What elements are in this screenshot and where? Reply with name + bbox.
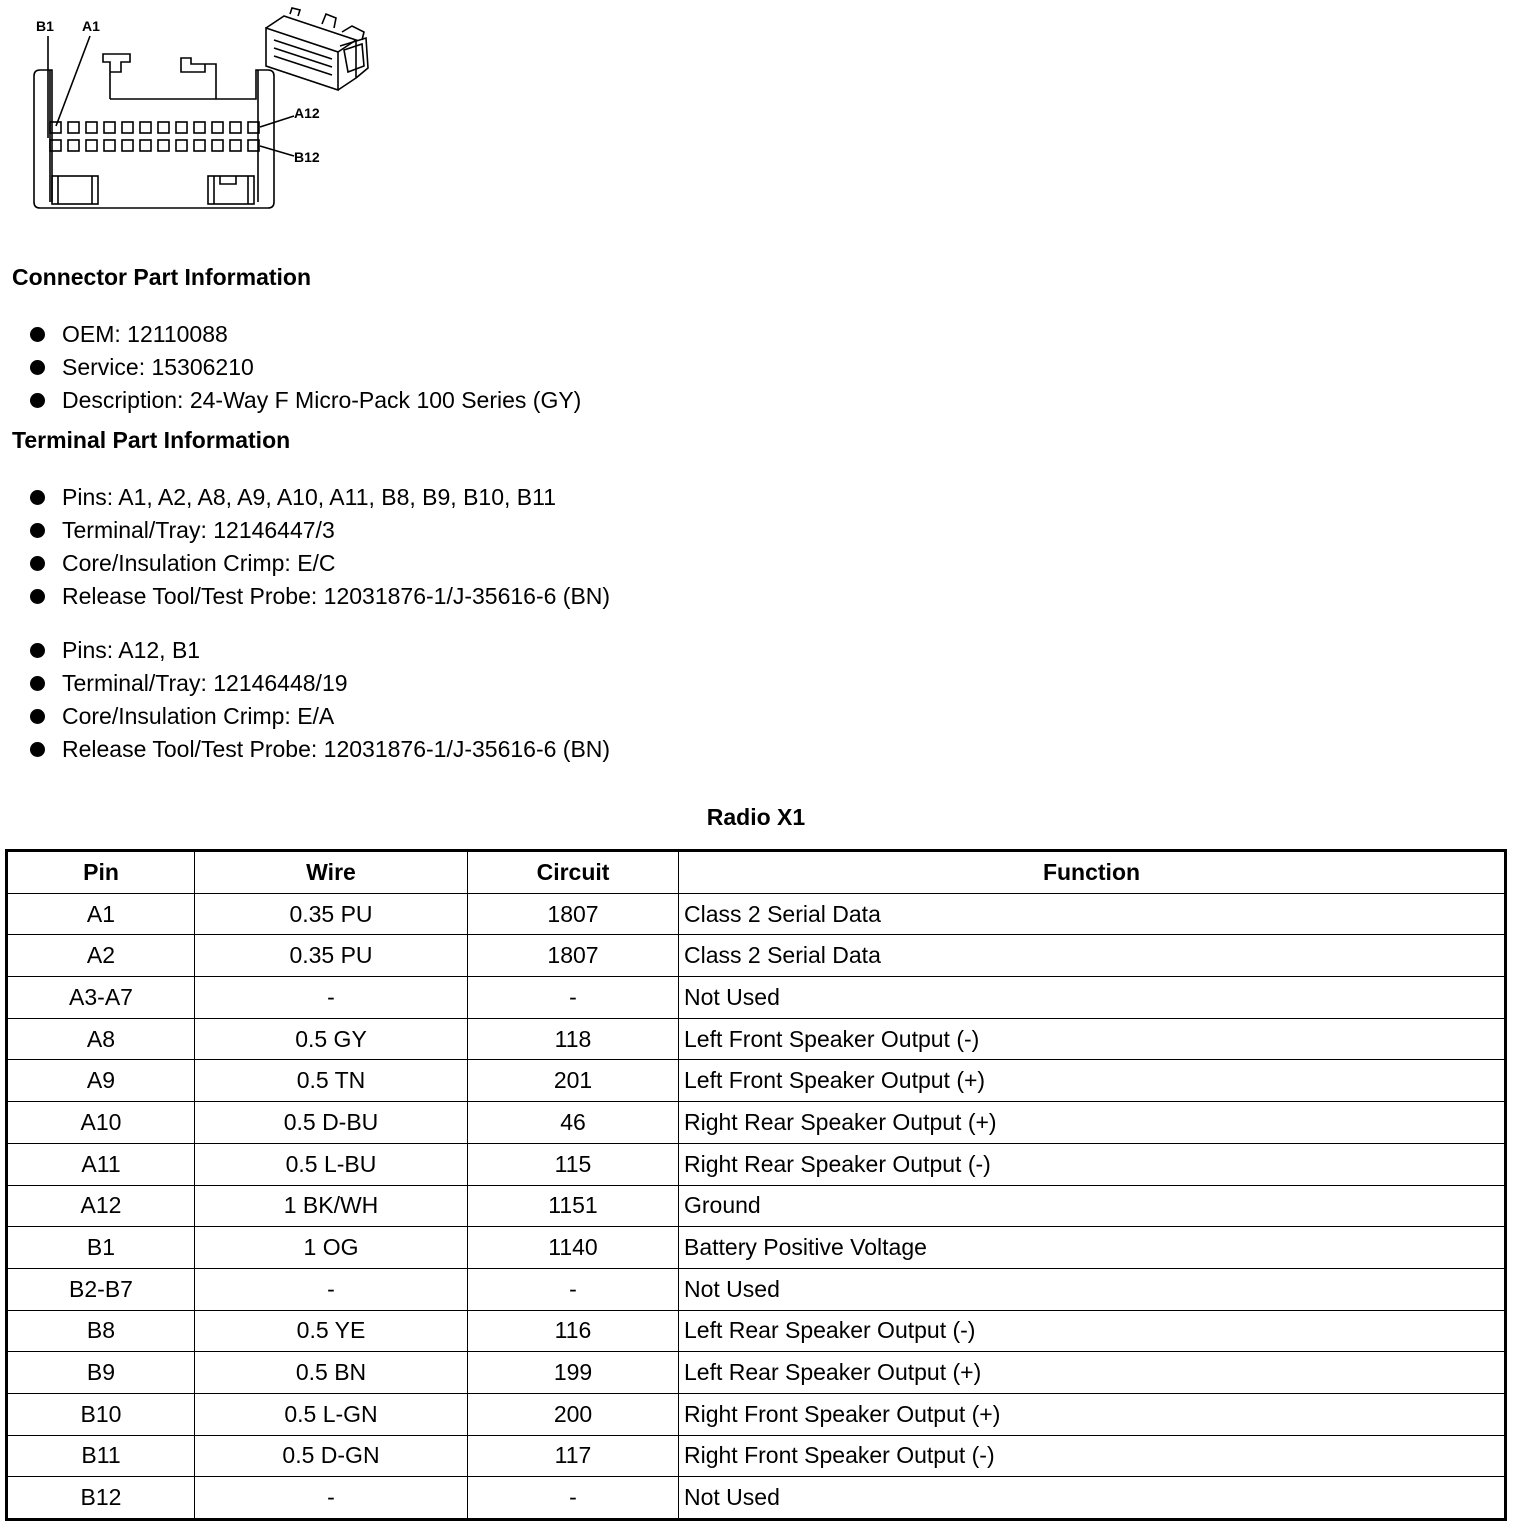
cell-function: Battery Positive Voltage xyxy=(679,1227,1506,1269)
terminal-info-title: Terminal Part Information xyxy=(12,427,291,453)
cell-function: Right Rear Speaker Output (-) xyxy=(679,1143,1506,1185)
cell-wire: 0.35 PU xyxy=(195,893,468,935)
cell-circuit: - xyxy=(468,1268,679,1310)
list-item: Service: 15306210 xyxy=(28,351,581,384)
cell-function: Left Rear Speaker Output (-) xyxy=(679,1310,1506,1352)
cell-wire: 0.5 GY xyxy=(195,1018,468,1060)
table-row xyxy=(7,893,1506,935)
pin-table xyxy=(5,849,1507,1521)
cell-function: Class 2 Serial Data xyxy=(679,935,1506,977)
callout-b12: B12 xyxy=(294,149,320,165)
callout-a1: A1 xyxy=(82,18,100,34)
table-row xyxy=(7,935,1506,977)
cell-function: Not Used xyxy=(679,1477,1506,1520)
table-row xyxy=(7,977,1506,1019)
cell-function: Right Front Speaker Output (-) xyxy=(679,1435,1506,1477)
cell-pin: B11 xyxy=(7,1435,195,1477)
cell-wire: - xyxy=(195,1268,468,1310)
table-row xyxy=(7,1143,1506,1185)
cell-circuit: 117 xyxy=(468,1435,679,1477)
header-function: Function xyxy=(679,851,1506,894)
cell-wire: 0.35 PU xyxy=(195,935,468,977)
table-row xyxy=(7,1310,1506,1352)
cell-wire: 0.5 TN xyxy=(195,1060,468,1102)
cell-wire: 0.5 YE xyxy=(195,1310,468,1352)
table-row xyxy=(7,1393,1506,1435)
cell-circuit: 200 xyxy=(468,1393,679,1435)
cell-pin: B9 xyxy=(7,1352,195,1394)
table-row xyxy=(7,1102,1506,1144)
table-row xyxy=(7,1185,1506,1227)
list-item: Terminal/Tray: 12146448/19 xyxy=(28,667,610,700)
list-item: Core/Insulation Crimp: E/C xyxy=(28,547,610,580)
cell-wire: 1 OG xyxy=(195,1227,468,1269)
cell-circuit: - xyxy=(468,1477,679,1520)
pin-row-a xyxy=(50,122,259,133)
connector-diagram xyxy=(22,6,382,218)
cell-pin: A3-A7 xyxy=(7,977,195,1019)
connector-info-title: Connector Part Information xyxy=(12,264,312,290)
table-row xyxy=(7,1435,1506,1477)
cell-pin: A1 xyxy=(7,893,195,935)
cell-circuit: 1807 xyxy=(468,893,679,935)
cell-pin: B1 xyxy=(7,1227,195,1269)
table-row xyxy=(7,1477,1506,1520)
list-item: Terminal/Tray: 12146447/3 xyxy=(28,514,610,547)
connector-info-list xyxy=(28,318,581,417)
header-circuit: Circuit xyxy=(468,851,679,894)
table-row xyxy=(7,1352,1506,1394)
callout-a12: A12 xyxy=(294,105,320,121)
cell-wire: 0.5 D-GN xyxy=(195,1435,468,1477)
header-wire: Wire xyxy=(195,851,468,894)
cell-circuit: 118 xyxy=(468,1018,679,1060)
terminal-info-group-2 xyxy=(28,634,610,766)
cell-wire: 0.5 D-BU xyxy=(195,1102,468,1144)
cell-wire: 1 BK/WH xyxy=(195,1185,468,1227)
list-item: Description: 24-Way F Micro-Pack 100 Series (GY) xyxy=(28,384,581,417)
list-item: Pins: A12, B1 xyxy=(28,634,610,667)
cell-function: Not Used xyxy=(679,977,1506,1019)
cell-wire: 0.5 BN xyxy=(195,1352,468,1394)
list-item: Core/Insulation Crimp: E/A xyxy=(28,700,610,733)
cell-wire: 0.5 L-BU xyxy=(195,1143,468,1185)
list-item: OEM: 12110088 xyxy=(28,318,581,351)
cell-wire: 0.5 L-GN xyxy=(195,1393,468,1435)
cell-pin: B10 xyxy=(7,1393,195,1435)
list-item: Release Tool/Test Probe: 12031876-1/J-35616-6 (BN) xyxy=(28,580,610,613)
cell-function: Class 2 Serial Data xyxy=(679,893,1506,935)
list-item: Release Tool/Test Probe: 12031876-1/J-35616-6 (BN) xyxy=(28,733,610,766)
cell-pin: B2-B7 xyxy=(7,1268,195,1310)
cell-wire: - xyxy=(195,1477,468,1520)
cell-pin: A11 xyxy=(7,1143,195,1185)
callout-b1: B1 xyxy=(36,18,54,34)
table-title: Radio X1 xyxy=(706,804,806,830)
table-header-row xyxy=(7,851,1506,894)
cell-circuit: 1140 xyxy=(468,1227,679,1269)
cell-circuit: 46 xyxy=(468,1102,679,1144)
table-row xyxy=(7,1018,1506,1060)
connector-isometric-icon xyxy=(266,8,368,90)
cell-circuit: 201 xyxy=(468,1060,679,1102)
terminal-info-group-1 xyxy=(28,481,610,613)
cell-function: Left Rear Speaker Output (+) xyxy=(679,1352,1506,1394)
cell-wire: - xyxy=(195,977,468,1019)
cell-circuit: - xyxy=(468,977,679,1019)
cell-circuit: 116 xyxy=(468,1310,679,1352)
cell-function: Left Front Speaker Output (+) xyxy=(679,1060,1506,1102)
cell-circuit: 199 xyxy=(468,1352,679,1394)
cell-pin: A10 xyxy=(7,1102,195,1144)
cell-pin: A8 xyxy=(7,1018,195,1060)
list-item: Pins: A1, A2, A8, A9, A10, A11, B8, B9, B10, B11 xyxy=(28,481,610,514)
table-row xyxy=(7,1227,1506,1269)
cell-function: Ground xyxy=(679,1185,1506,1227)
cell-function: Not Used xyxy=(679,1268,1506,1310)
cell-circuit: 1151 xyxy=(468,1185,679,1227)
cell-pin: B12 xyxy=(7,1477,195,1520)
cell-circuit: 115 xyxy=(468,1143,679,1185)
table-row xyxy=(7,1268,1506,1310)
cell-circuit: 1807 xyxy=(468,935,679,977)
cell-pin: B8 xyxy=(7,1310,195,1352)
cell-pin: A9 xyxy=(7,1060,195,1102)
cell-pin: A12 xyxy=(7,1185,195,1227)
cell-function: Right Rear Speaker Output (+) xyxy=(679,1102,1506,1144)
connector-housing xyxy=(34,54,274,208)
cell-function: Left Front Speaker Output (-) xyxy=(679,1018,1506,1060)
header-pin: Pin xyxy=(7,851,195,894)
table-row xyxy=(7,1060,1506,1102)
pin-row-b xyxy=(50,140,259,151)
cell-pin: A2 xyxy=(7,935,195,977)
cell-function: Right Front Speaker Output (+) xyxy=(679,1393,1506,1435)
